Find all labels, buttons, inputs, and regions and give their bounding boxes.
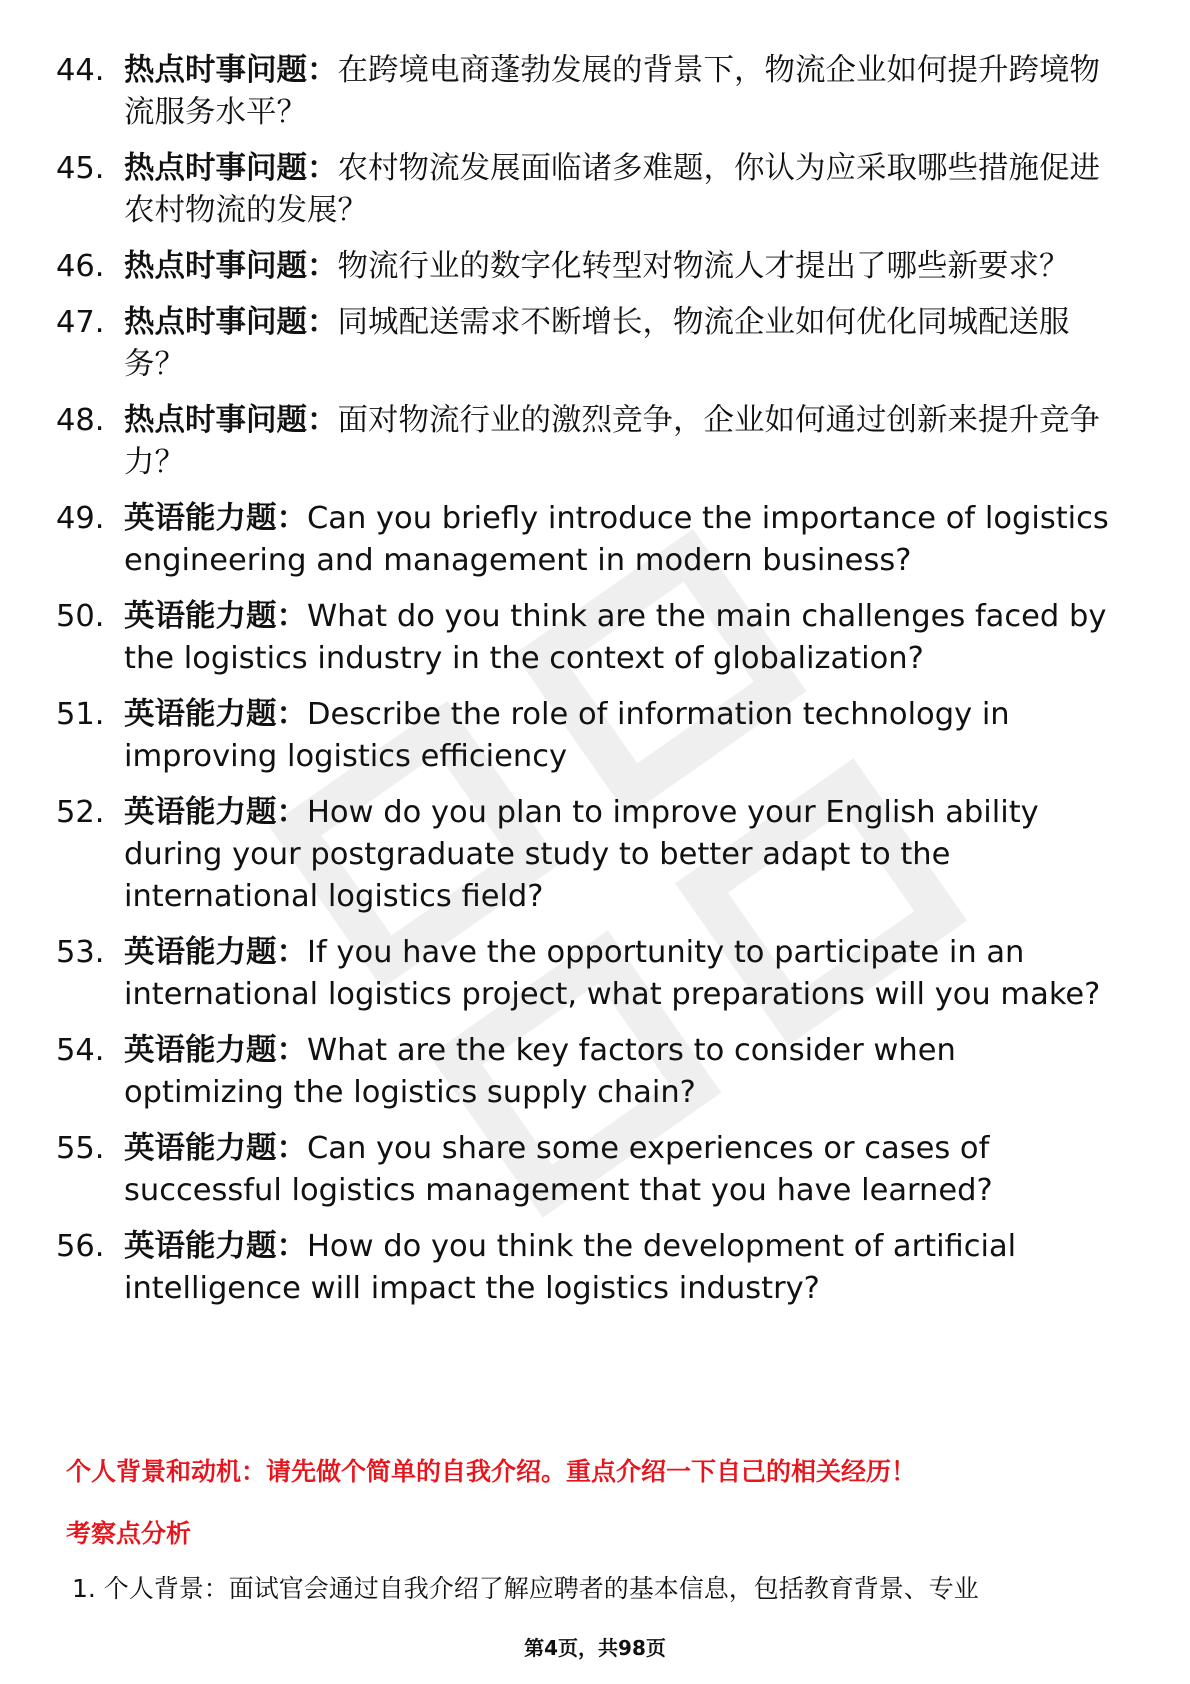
- question-item: [56, 50, 1116, 134]
- question-body: [124, 246, 1116, 288]
- question-number: 44.: [56, 53, 105, 88]
- page-footer: 第4页，共98页: [524, 1636, 666, 1660]
- question-item: [56, 1128, 1116, 1212]
- question-number: 53.: [56, 935, 105, 970]
- question-category: 英语能力题：: [124, 697, 307, 732]
- question-category: 英语能力题：: [124, 1229, 307, 1264]
- question-category: 英语能力题：: [124, 1033, 307, 1068]
- question-text: How do you think the development of artificial intelligence will impact the logistics industry?: [124, 1229, 1017, 1306]
- analysis-heading: 考察点分析: [66, 1519, 192, 1548]
- question-body: [124, 148, 1116, 232]
- question-item: [56, 498, 1116, 582]
- question-category: 热点时事问题：: [124, 53, 338, 88]
- question-item: [56, 1226, 1116, 1310]
- question-number: 54.: [56, 1033, 105, 1068]
- question-item: [56, 596, 1116, 680]
- question-body: [124, 792, 1116, 918]
- question-text: 物流行业的数字化转型对物流人才提出了哪些新要求？: [337, 249, 1070, 284]
- question-item: [56, 302, 1116, 386]
- question-item: [56, 148, 1116, 232]
- question-item: [56, 400, 1116, 484]
- question-number: 45.: [56, 151, 105, 186]
- question-item: [56, 694, 1116, 778]
- question-item: [56, 1030, 1116, 1114]
- section-heading: 个人背景和动机：请先做个简单的自我介绍。重点介绍一下自己的相关经历！: [66, 1457, 917, 1486]
- question-category: 热点时事问题：: [124, 249, 338, 284]
- question-category: 热点时事问题：: [124, 151, 338, 186]
- question-body: [124, 498, 1116, 582]
- question-body: [124, 50, 1116, 134]
- question-text: What do you think are the main challenges faced by the logistics industry in the context of globalization?: [124, 599, 1107, 676]
- question-number: 56.: [56, 1229, 105, 1264]
- question-body: [124, 932, 1116, 1016]
- question-text: 农村物流发展面临诸多难题，你认为应采取哪些措施促进农村物流的发展？: [124, 151, 1100, 228]
- question-category: 英语能力题：: [124, 935, 307, 970]
- question-category: 英语能力题：: [124, 795, 307, 830]
- analysis-item: 1. 个人背景：面试官会通过自我介绍了解应聘者的基本信息，包括教育背景、专业: [72, 1574, 979, 1603]
- question-text: 面对物流行业的激烈竞争，企业如何通过创新来提升竞争力？: [124, 403, 1100, 480]
- question-item: [56, 792, 1116, 918]
- question-number: 52.: [56, 795, 105, 830]
- question-body: [124, 1128, 1116, 1212]
- question-list: [56, 50, 1116, 1324]
- question-text: What are the key factors to consider when optimizing the logistics supply chain?: [124, 1033, 956, 1110]
- question-number: 46.: [56, 249, 105, 284]
- question-item: [56, 932, 1116, 1016]
- question-number: 55.: [56, 1131, 105, 1166]
- question-number: 49.: [56, 501, 105, 536]
- question-category: 热点时事问题：: [124, 403, 338, 438]
- question-category: 英语能力题：: [124, 501, 307, 536]
- question-body: [124, 596, 1116, 680]
- question-body: [124, 400, 1116, 484]
- question-number: 47.: [56, 305, 105, 340]
- question-body: [124, 1030, 1116, 1114]
- question-text: Can you share some experiences or cases of successful logistics management that you have learned?: [124, 1131, 993, 1208]
- question-category: 英语能力题：: [124, 599, 307, 634]
- question-item: [56, 246, 1116, 288]
- question-body: [124, 302, 1116, 386]
- question-number: 48.: [56, 403, 105, 438]
- question-category: 英语能力题：: [124, 1131, 307, 1166]
- question-text: How do you plan to improve your English ability during your postgraduate study to better adapt to the international logistics field?: [124, 795, 1039, 914]
- question-text: 同城配送需求不断增长，物流企业如何优化同城配送服务？: [124, 305, 1070, 382]
- question-number: 50.: [56, 599, 105, 634]
- question-text: If you have the opportunity to participate in an international logistics project, what preparations will you make?: [124, 935, 1101, 1012]
- question-number: 51.: [56, 697, 105, 732]
- question-body: [124, 694, 1116, 778]
- question-category: 热点时事问题：: [124, 305, 338, 340]
- question-text: Describe the role of information technology in improving logistics efficiency: [124, 697, 1010, 774]
- question-text: 在跨境电商蓬勃发展的背景下，物流企业如何提升跨境物流服务水平？: [124, 53, 1100, 130]
- question-text: Can you briefly introduce the importance of logistics engineering and management in modern business?: [124, 501, 1109, 578]
- question-body: [124, 1226, 1116, 1310]
